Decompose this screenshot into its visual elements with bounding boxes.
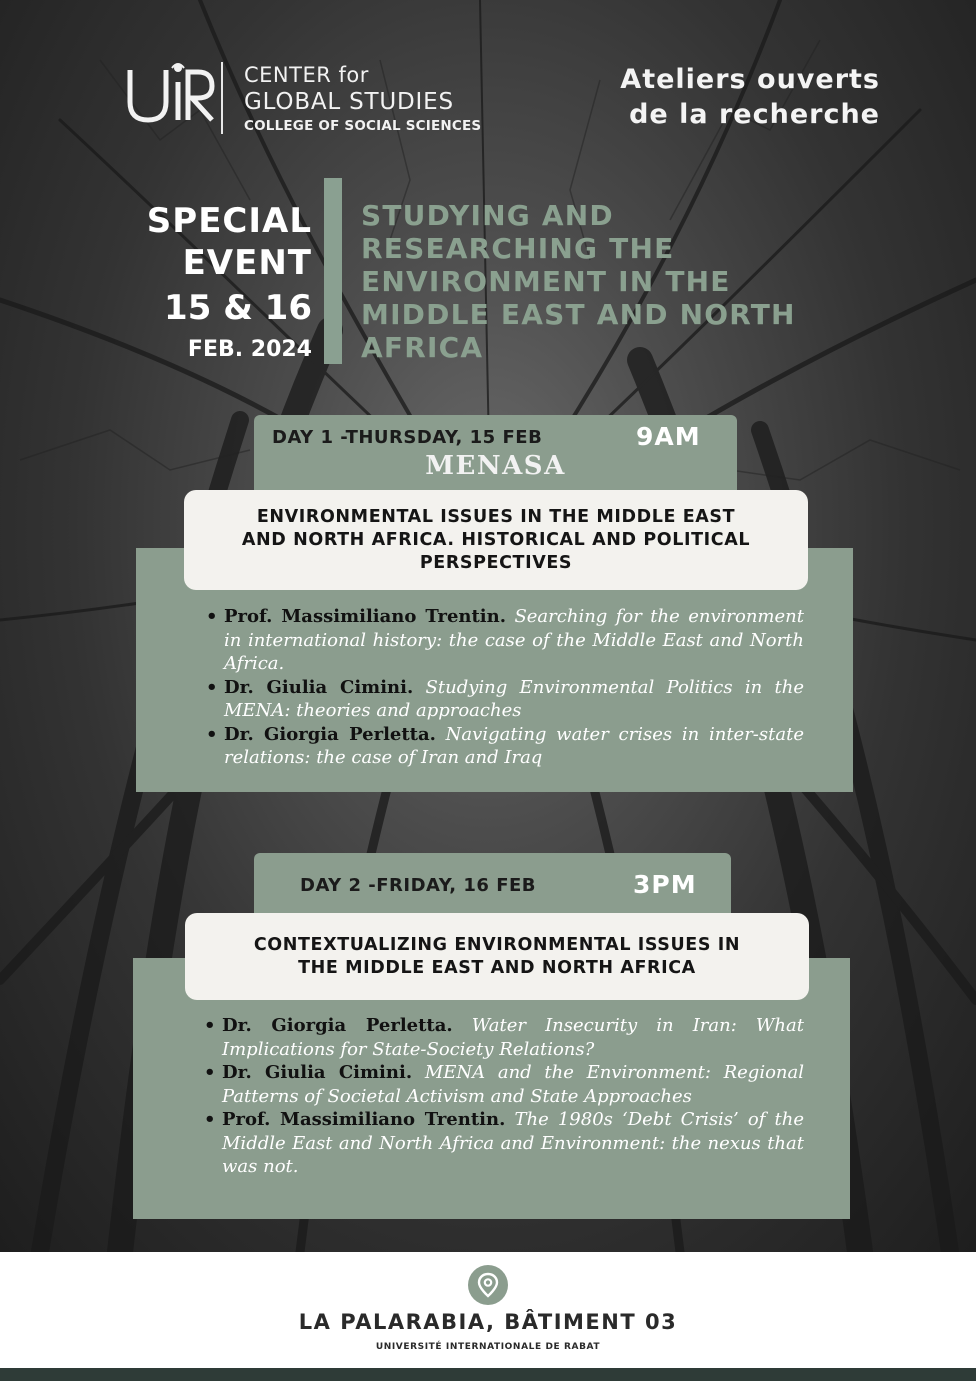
location-pin-glyph	[468, 1265, 508, 1305]
day1-time: 9AM	[636, 422, 701, 451]
talk-title: Studying Environmental Politics in the MENA: theories and approaches	[224, 676, 804, 721]
talk-item	[204, 1108, 804, 1179]
talk-item	[204, 1061, 804, 1108]
ateliers-line1: Ateliers ouverts	[620, 64, 880, 95]
center-line1: CENTER for	[244, 63, 369, 87]
title-accent-bar	[324, 178, 342, 364]
venue-name: LA PALARABIA, BÂTIMENT 03	[298, 1310, 678, 1334]
talk-item	[204, 1014, 804, 1061]
day1-session-title-line: AND NORTH AFRICA. HISTORICAL AND POLITICAL	[241, 529, 751, 550]
location-pin-icon	[468, 1265, 508, 1305]
event-month-year: FEB. 2024	[187, 337, 312, 362]
talk-item	[206, 723, 804, 770]
day1-label: DAY 1 -THURSDAY, 15 FEB	[272, 427, 543, 448]
talk-item	[206, 605, 804, 676]
day1-session-card	[184, 490, 808, 590]
uir-logo	[126, 58, 216, 128]
special-event-block	[96, 200, 312, 368]
footer-strip	[0, 1368, 976, 1381]
day2-session-title-line: THE MIDDLE EAST AND NORTH AFRICA	[298, 957, 696, 978]
talk-item	[206, 676, 804, 723]
logo-divider	[221, 62, 223, 134]
day2-label: DAY 2 -FRIDAY, 16 FEB	[300, 875, 537, 896]
ateliers-line2: de la recherche	[629, 99, 880, 130]
talk-speaker: Dr. Giulia Cimini.	[224, 676, 414, 698]
uir-logo-icon	[126, 58, 216, 128]
event-title-line: RESEARCHING THE	[361, 232, 675, 265]
event-days: 15 & 16	[164, 288, 312, 328]
event-title-line: AFRICA	[361, 331, 484, 364]
center-branding	[244, 62, 481, 136]
event-label: EVENT	[182, 243, 312, 283]
university-name: UNIVERSITÉ INTERNATIONALE DE RABAT	[375, 1342, 601, 1352]
event-title-line: ENVIRONMENT IN THE	[361, 265, 731, 298]
talk-speaker: Dr. Giorgia Perletta.	[224, 723, 436, 745]
day1-talk-list	[206, 605, 804, 770]
event-title-line: MIDDLE EAST AND NORTH	[361, 298, 796, 331]
day2-session-card	[185, 913, 809, 1000]
day1-subtitle: MENASA	[425, 451, 566, 481]
center-line2: GLOBAL STUDIES	[244, 89, 454, 115]
day2-talk-list	[204, 1014, 804, 1179]
talk-speaker: Dr. Giorgia Perletta.	[222, 1015, 453, 1036]
talk-title: Navigating water crises in inter-state relations: the case of Iran and Iraq	[224, 723, 804, 768]
day1-session-title-line: PERSPECTIVES	[419, 552, 573, 573]
day2-time: 3PM	[633, 870, 697, 899]
talk-title: The 1980s ‘Debt Crisis’ of the Middle East and North Africa and Environment: the nexus that was not.	[222, 1109, 804, 1177]
event-title	[361, 199, 851, 364]
ateliers-heading	[560, 62, 880, 132]
day1-session-title-line: ENVIRONMENTAL ISSUES IN THE MIDDLE EAST	[256, 506, 736, 527]
talk-title: Water Insecurity in Iran: What Implications for State-Society Relations?	[222, 1015, 804, 1060]
day2-session-title-line: CONTEXTUALIZING ENVIRONMENTAL ISSUES IN	[253, 934, 741, 955]
event-title-line: STUDYING AND	[361, 199, 614, 232]
talk-title: Searching for the environment in international history: the case of the Middle East and North Africa.	[224, 606, 804, 674]
talk-speaker: Prof. Massimiliano Trentin.	[222, 1109, 506, 1130]
special-label: SPECIAL	[146, 201, 312, 241]
center-line3: COLLEGE OF SOCIAL SCIENCES	[244, 118, 482, 134]
talk-title: MENA and the Environment: Regional Patterns of Societal Activism and State Approaches	[222, 1062, 804, 1107]
talk-speaker: Prof. Massimiliano Trentin.	[224, 606, 506, 627]
talk-speaker: Dr. Giulia Cimini.	[222, 1062, 413, 1083]
